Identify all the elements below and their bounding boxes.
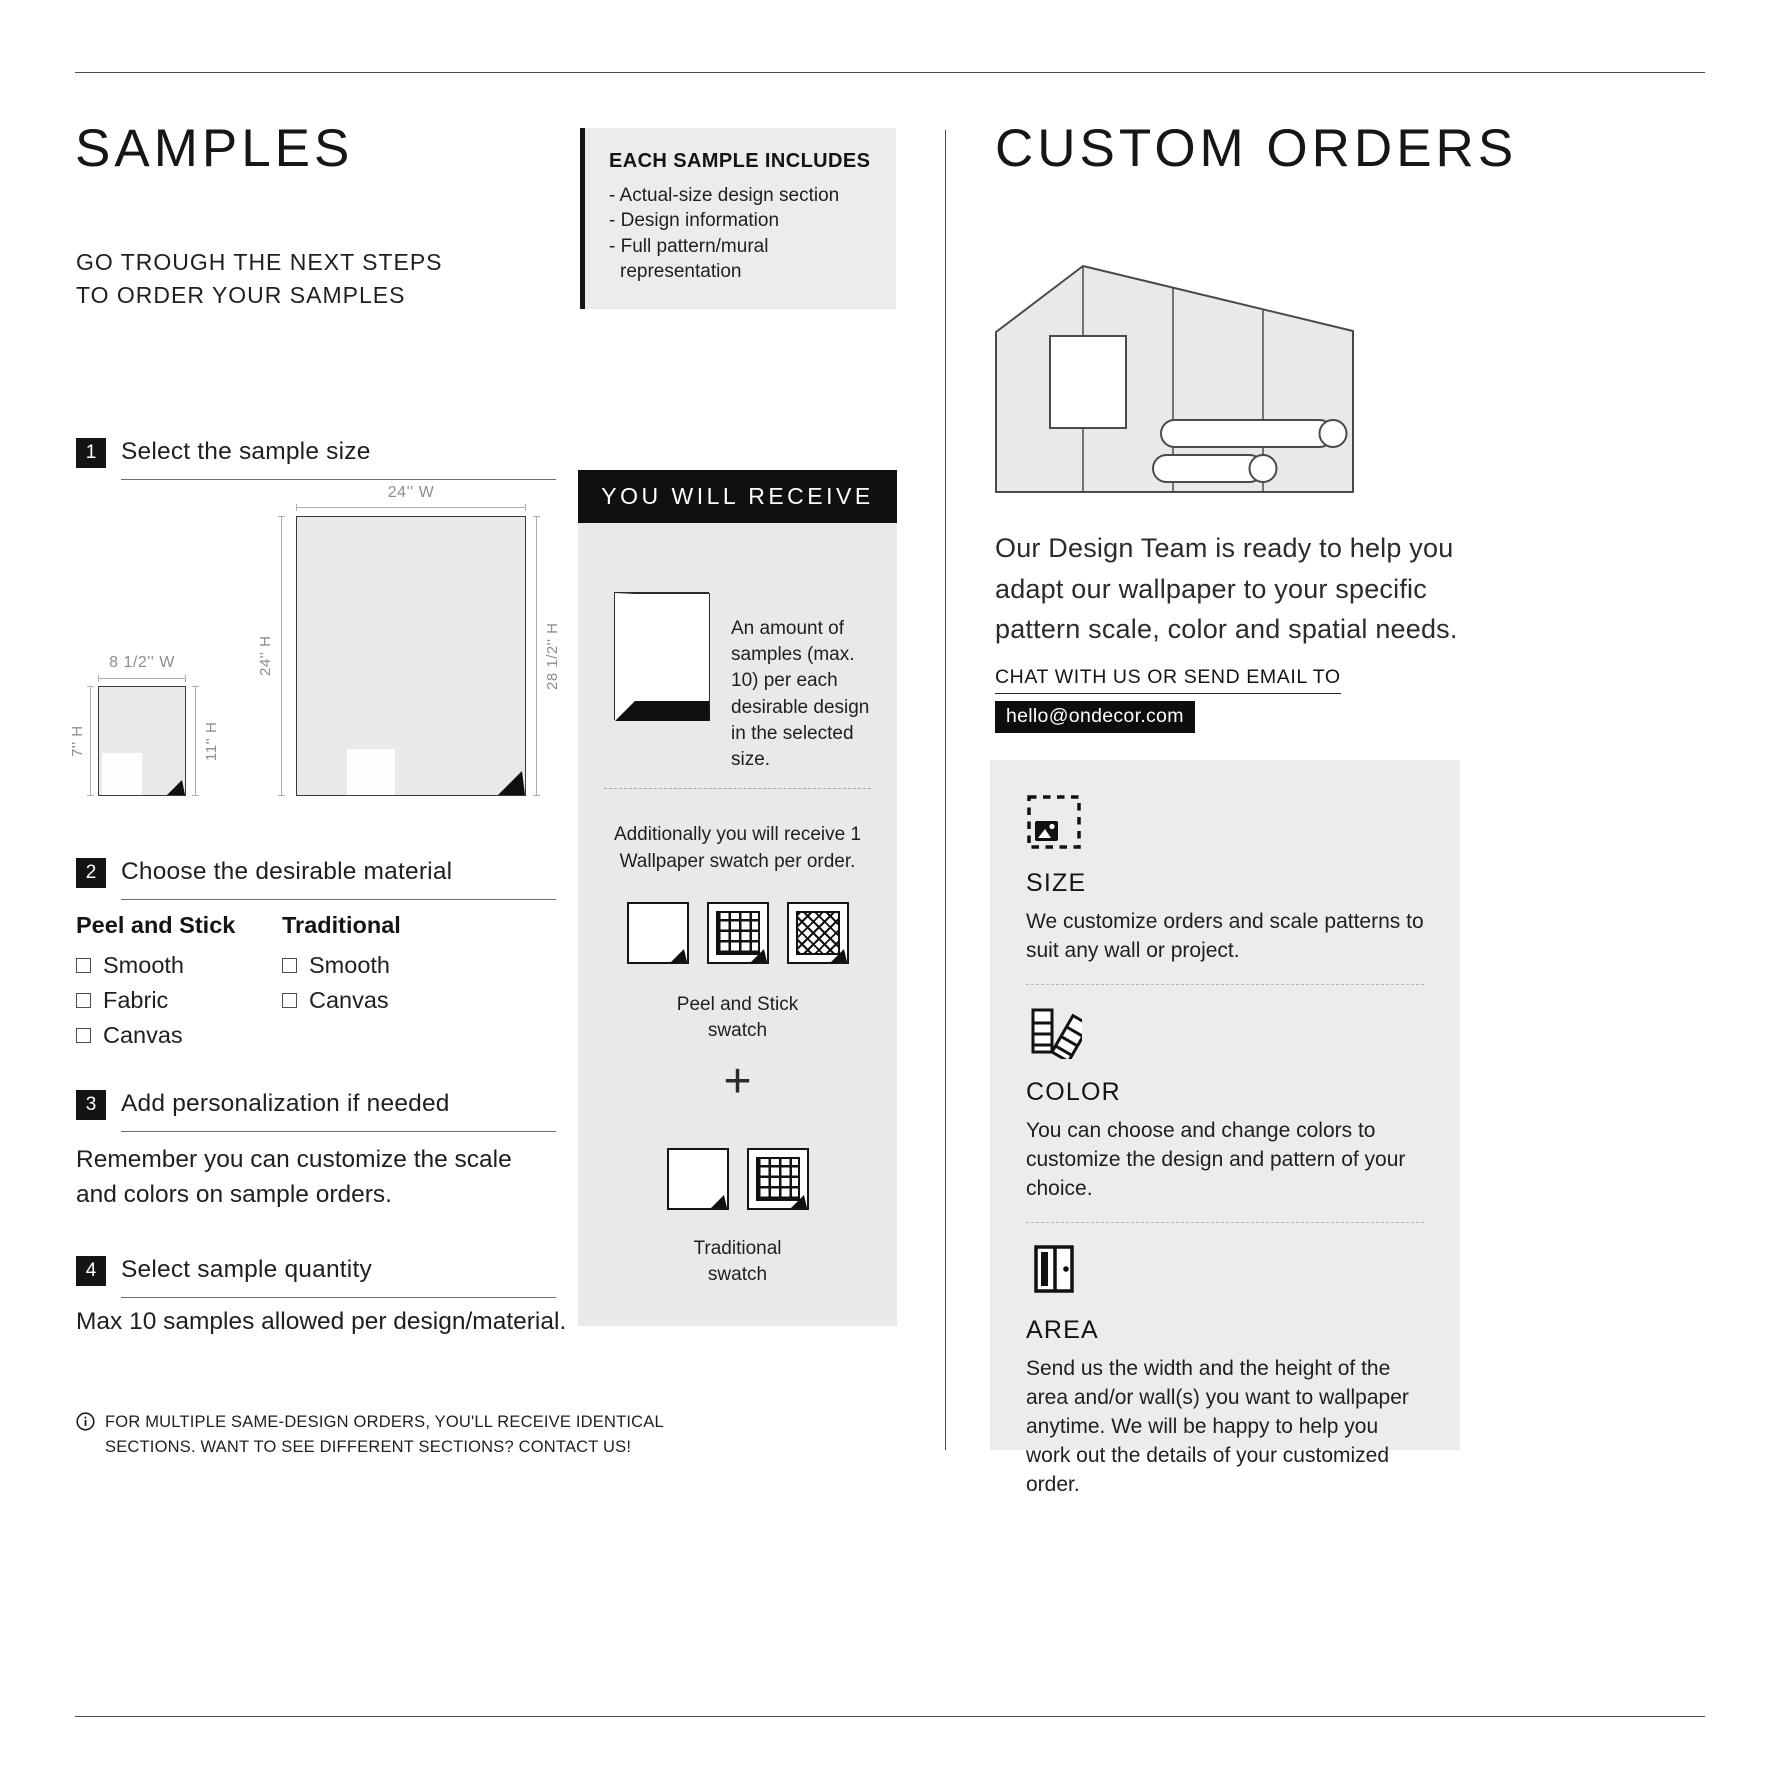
size-selection-icon bbox=[1026, 794, 1082, 850]
large-sample-width-label: 24'' W bbox=[387, 484, 435, 501]
fold-corner-icon bbox=[167, 777, 185, 795]
large-sample-right-height-label: 28 1/2'' H bbox=[544, 622, 561, 690]
small-sample-right-height-label: 11'' H bbox=[203, 721, 220, 761]
material-title-peel: Peel and Stick bbox=[76, 912, 236, 938]
includes-item: - Actual-size design section bbox=[609, 185, 840, 206]
checkbox-icon[interactable] bbox=[76, 1028, 91, 1043]
grid-pattern-swatch-icon bbox=[707, 902, 769, 964]
contact-block bbox=[995, 666, 1341, 733]
room-area-icon bbox=[1026, 1241, 1082, 1297]
step-2-number-badge: 2 bbox=[76, 858, 106, 888]
large-sample-left-height-label: 24'' H bbox=[257, 635, 274, 677]
additional-swatch-text: Additionally you will receive 1 Wallpaper swatch per order. bbox=[613, 824, 862, 872]
dashed-divider bbox=[1026, 1222, 1424, 1223]
material-option-label: Canvas bbox=[103, 1022, 183, 1048]
wallpaper-roll bbox=[1161, 420, 1333, 447]
checkbox-icon[interactable] bbox=[76, 993, 91, 1008]
material-option-peel-canvas[interactable] bbox=[76, 1022, 235, 1049]
small-sample-width-label: 8 1/2'' W bbox=[109, 654, 175, 671]
checkbox-icon[interactable] bbox=[282, 958, 297, 973]
small-sample-preview bbox=[98, 686, 186, 796]
includes-title: EACH SAMPLE INCLUDES bbox=[609, 150, 871, 172]
feature-text-size: We customize orders and scale patterns to suit any wall or project. bbox=[1026, 910, 1424, 962]
blank-swatch-icon bbox=[627, 902, 689, 964]
samples-intro-line2: TO ORDER YOUR SAMPLES bbox=[76, 281, 406, 308]
large-sample-preview bbox=[296, 516, 526, 796]
step-1-header bbox=[76, 438, 556, 480]
fold-corner-icon bbox=[711, 1192, 727, 1208]
sample-amount-text: An amount of samples (max. 10) per each desirable design in the selected size. bbox=[731, 618, 870, 771]
sample-sheet-row bbox=[614, 592, 883, 773]
small-sample-left-height-label: 7'' H bbox=[69, 725, 86, 757]
traditional-swatch-label: Traditional swatch bbox=[693, 1238, 782, 1285]
material-option-traditional-canvas[interactable] bbox=[282, 987, 401, 1014]
feature-name-color: COLOR bbox=[1026, 1077, 1121, 1106]
dashed-divider bbox=[604, 788, 871, 789]
wallpaper-wall-illustration bbox=[995, 258, 1357, 503]
fold-corner-icon bbox=[615, 593, 710, 721]
material-option-label: Canvas bbox=[309, 987, 389, 1013]
step-4-number-badge: 4 bbox=[76, 1256, 106, 1286]
top-divider bbox=[75, 72, 1705, 73]
email-link[interactable]: hello@ondecor.com bbox=[995, 701, 1195, 733]
material-column-peel-and-stick bbox=[76, 912, 235, 1057]
receive-panel-header: YOU WILL RECEIVE bbox=[578, 470, 897, 523]
large-sample-left-dimline bbox=[281, 516, 282, 796]
step-4-label: Select sample quantity bbox=[121, 1256, 556, 1298]
sample-size-diagram bbox=[69, 484, 566, 833]
small-sample-inner-section bbox=[102, 753, 142, 795]
custom-features-panel bbox=[990, 760, 1460, 1496]
step-2-label: Choose the desirable material bbox=[121, 858, 556, 900]
step-3-label: Add personalization if needed bbox=[121, 1090, 556, 1132]
grid-pattern-swatch-icon bbox=[747, 1148, 809, 1210]
large-sample-inner-section bbox=[347, 749, 395, 795]
step-3-number-badge: 3 bbox=[76, 1090, 106, 1120]
dashed-divider bbox=[1026, 984, 1424, 985]
small-sample-right-dimline bbox=[195, 686, 196, 796]
footnote-text: FOR MULTIPLE SAME-DESIGN ORDERS, YOU'LL RECEIVE IDENTICAL SECTIONS. WANT TO SEE DIFFERENT SECTIONS? CONTACT US! bbox=[105, 1413, 664, 1456]
small-sample-left-dimline bbox=[90, 686, 91, 796]
material-title-traditional: Traditional bbox=[282, 912, 401, 938]
custom-orders-title: CUSTOM ORDERS bbox=[995, 119, 1518, 178]
material-option-peel-fabric[interactable] bbox=[76, 987, 235, 1014]
samples-intro-line1: GO TROUGH THE NEXT STEPS bbox=[76, 249, 443, 275]
wallpaper-roll bbox=[1153, 455, 1263, 482]
samples-intro bbox=[76, 246, 443, 311]
material-option-peel-smooth[interactable] bbox=[76, 952, 235, 979]
step-1-label: Select the sample size bbox=[121, 438, 556, 480]
column-divider bbox=[945, 130, 946, 1450]
large-sample-right-dimline bbox=[536, 516, 537, 796]
checkbox-icon[interactable] bbox=[282, 993, 297, 1008]
fold-corner-icon bbox=[831, 946, 847, 962]
checkbox-icon[interactable] bbox=[76, 958, 91, 973]
material-option-label: Smooth bbox=[309, 952, 390, 978]
fold-corner-icon bbox=[751, 946, 767, 962]
feature-name-area: AREA bbox=[1026, 1315, 1099, 1344]
step-1-number-badge: 1 bbox=[76, 438, 106, 468]
sample-sheet-icon bbox=[614, 592, 709, 720]
peel-swatch-row bbox=[578, 902, 897, 964]
bottom-divider bbox=[75, 1716, 1705, 1717]
you-will-receive-panel bbox=[578, 470, 897, 1326]
chat-with-us-label: CHAT WITH US OR SEND EMAIL TO bbox=[995, 666, 1341, 694]
small-sample-width-dimline bbox=[98, 678, 186, 679]
footnote bbox=[76, 1410, 736, 1460]
crosshatch-pattern-swatch-icon bbox=[787, 902, 849, 964]
fold-corner-icon bbox=[791, 1192, 807, 1208]
step-4-header bbox=[76, 1256, 556, 1298]
step-3-header bbox=[76, 1090, 556, 1132]
samples-title: SAMPLES bbox=[75, 119, 354, 178]
step-4-description: Max 10 samples allowed per design/material. bbox=[76, 1308, 567, 1335]
step-2-header bbox=[76, 858, 556, 900]
each-sample-includes-box bbox=[580, 128, 896, 309]
material-option-traditional-smooth[interactable] bbox=[282, 952, 401, 979]
fold-corner-icon bbox=[498, 768, 525, 795]
includes-item: - Full pattern/mural representation bbox=[609, 235, 769, 283]
large-sample-width-dimline bbox=[296, 507, 526, 508]
fold-corner-icon bbox=[671, 946, 687, 962]
info-icon bbox=[76, 1412, 95, 1431]
feature-name-size: SIZE bbox=[1026, 869, 1087, 897]
material-option-label: Smooth bbox=[103, 952, 184, 978]
peel-swatch-label: Peel and Stick swatch bbox=[676, 994, 799, 1041]
feature-text-area: Send us the width and the height of the area and/or wall(s) you want to wallpaper anytime. We will be happy to help you work out the details of your customized order. bbox=[1026, 1356, 1409, 1496]
color-swatches-icon bbox=[1026, 1003, 1082, 1059]
window bbox=[1050, 336, 1126, 428]
material-option-label: Fabric bbox=[103, 987, 169, 1013]
includes-item: - Design information bbox=[609, 210, 780, 232]
material-column-traditional bbox=[282, 912, 401, 1022]
traditional-swatch-row bbox=[578, 1148, 897, 1210]
plus-sign: + bbox=[723, 1055, 752, 1108]
step-3-description: Remember you can customize the scale and colors on sample orders. bbox=[76, 1146, 512, 1209]
custom-orders-description: Our Design Team is ready to help you adapt our wallpaper to your specific pattern scale, color and spatial needs. bbox=[995, 533, 1458, 644]
feature-text-color: You can choose and change colors to customize the design and pattern of your choice. bbox=[1026, 1118, 1406, 1200]
blank-swatch-icon bbox=[667, 1148, 729, 1210]
